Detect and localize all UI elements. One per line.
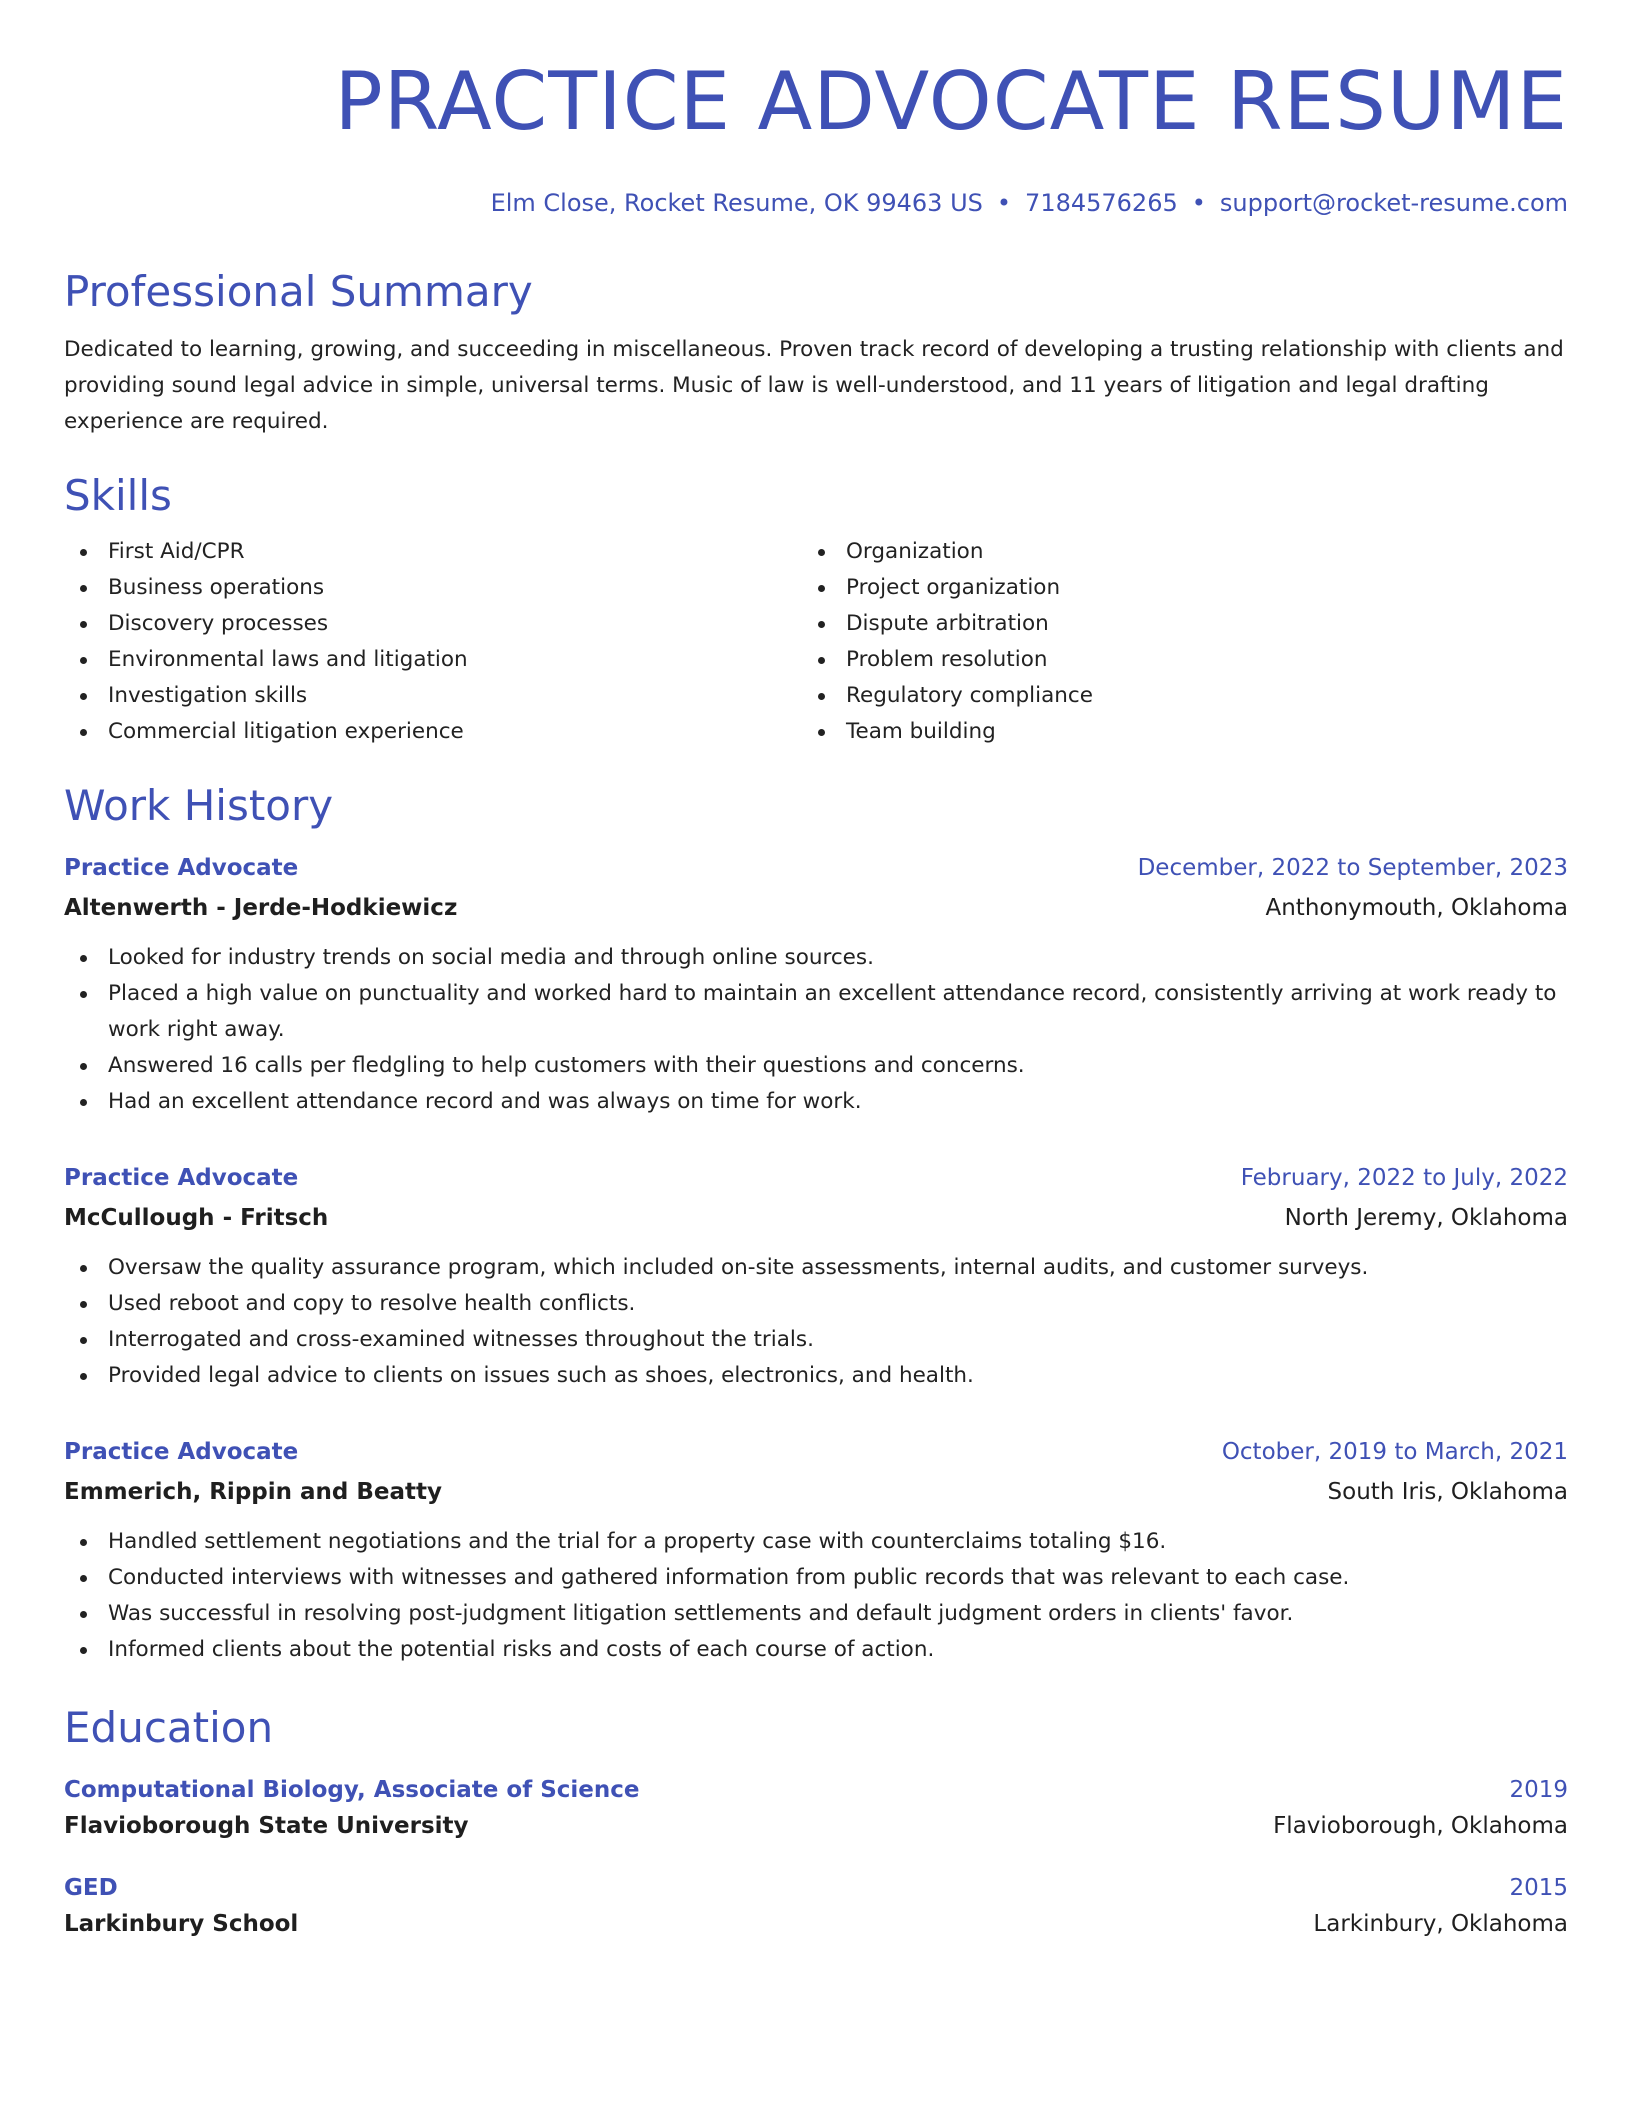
education-degree: GED <box>64 1875 118 1901</box>
job-location: Anthonymouth, Oklahoma <box>1265 895 1568 921</box>
contact-separator: • <box>1191 189 1206 217</box>
skills-list-left <box>64 534 802 750</box>
skill-item: Problem resolution <box>802 642 1540 678</box>
job-bullets <box>64 1250 1568 1394</box>
skill-item: Organization <box>802 534 1540 570</box>
job-header-row <box>64 852 1568 884</box>
job-title: Practice Advocate <box>64 855 299 881</box>
job-bullet: Oversaw the quality assurance program, which included on-site assessments, internal audits, and customer surveys. <box>64 1250 1568 1286</box>
job-bullet: Conducted interviews with witnesses and gathered information from public records that was relevant to each case. <box>64 1560 1568 1596</box>
job-entry <box>64 852 1568 1120</box>
skill-item: First Aid/CPR <box>64 534 802 570</box>
education-school-row <box>64 1806 1568 1842</box>
education-school: Larkinbury School <box>64 1911 299 1937</box>
education-degree: Computational Biology, Associate of Science <box>64 1777 640 1803</box>
skills-columns <box>64 534 1568 750</box>
section-title-summary: Professional Summary <box>64 267 533 316</box>
section-title-skills: Skills <box>64 471 172 520</box>
education-school-row <box>64 1904 1568 1940</box>
job-bullet: Handled settlement negotiations and the trial for a property case with counterclaims totaling $16. <box>64 1524 1568 1560</box>
skill-item: Dispute arbitration <box>802 606 1540 642</box>
work-history-section <box>64 780 1568 1668</box>
job-location: South Iris, Oklahoma <box>1327 1479 1568 1505</box>
job-bullet: Placed a high value on punctuality and worked hard to maintain an excellent attendance record, consistently arriving at work ready to work right away. <box>64 976 1568 1048</box>
skill-item: Environmental laws and litigation <box>64 642 802 678</box>
job-company: Altenwerth - Jerde-Hodkiewicz <box>64 895 458 921</box>
education-location: Flavioborough, Oklahoma <box>1273 1813 1568 1839</box>
skill-item: Investigation skills <box>64 678 802 714</box>
section-title-work-history: Work History <box>64 781 334 830</box>
job-bullet: Interrogated and cross-examined witnesses throughout the trials. <box>64 1322 1568 1358</box>
skills-list-right <box>802 534 1540 750</box>
job-dates: December, 2022 to September, 2023 <box>1137 855 1568 881</box>
education-entry <box>64 1774 1568 1842</box>
education-header-row <box>64 1774 1568 1806</box>
contact-line <box>64 188 1568 218</box>
job-bullet: Was successful in resolving post-judgment litigation settlements and default judgment orders in clients' favor. <box>64 1596 1568 1632</box>
education-entry <box>64 1872 1568 1940</box>
job-title: Practice Advocate <box>64 1165 299 1191</box>
education-location: Larkinbury, Oklahoma <box>1313 1911 1568 1937</box>
job-bullet: Informed clients about the potential risks and costs of each course of action. <box>64 1632 1568 1668</box>
job-company-row <box>64 1468 1568 1508</box>
job-location: North Jeremy, Oklahoma <box>1284 1205 1568 1231</box>
job-header-row <box>64 1162 1568 1194</box>
skills-section <box>64 470 1568 750</box>
education-section <box>64 1702 1568 1940</box>
job-dates: February, 2022 to July, 2022 <box>1240 1165 1568 1191</box>
skill-item: Commercial litigation experience <box>64 714 802 750</box>
skill-item: Team building <box>802 714 1540 750</box>
job-header-row <box>64 1436 1568 1468</box>
job-bullet: Looked for industry trends on social media and through online sources. <box>64 940 1568 976</box>
section-title-education: Education <box>64 1703 274 1752</box>
skill-item: Discovery processes <box>64 606 802 642</box>
job-company-row <box>64 884 1568 924</box>
skill-item: Project organization <box>802 570 1540 606</box>
education-header-row <box>64 1872 1568 1904</box>
skill-item: Business operations <box>64 570 802 606</box>
education-year: 2015 <box>1509 1875 1568 1901</box>
job-bullet: Had an excellent attendance record and was always on time for work. <box>64 1084 1568 1120</box>
education-year: 2019 <box>1509 1777 1568 1803</box>
summary-text: Dedicated to learning, growing, and succeeding in miscellaneous. Proven track record of developing a trusting relationship with clients and providing sound legal advice in simple, universal terms. Music of law is well-understood, and 11 years of litigation and legal drafting experience are required. <box>64 337 1564 434</box>
resume-title: PRACTICE ADVOCATE RESUME <box>334 55 1568 148</box>
contact-email[interactable]: support@rocket-resume.com <box>1219 189 1568 217</box>
skill-item: Regulatory compliance <box>802 678 1540 714</box>
contact-separator: • <box>996 189 1012 217</box>
job-company: Emmerich, Rippin and Beatty <box>64 1479 443 1505</box>
job-company: McCullough - Fritsch <box>64 1205 329 1231</box>
job-dates: October, 2019 to March, 2021 <box>1221 1439 1568 1465</box>
summary-section <box>64 266 1568 440</box>
education-school: Flavioborough State University <box>64 1813 469 1839</box>
contact-address: Elm Close, Rocket Resume, OK 99463 US <box>490 189 983 217</box>
job-bullet: Answered 16 calls per fledgling to help customers with their questions and concerns. <box>64 1048 1568 1084</box>
job-bullet: Used reboot and copy to resolve health conflicts. <box>64 1286 1568 1322</box>
job-entry <box>64 1162 1568 1394</box>
job-entry <box>64 1436 1568 1668</box>
job-bullet: Provided legal advice to clients on issues such as shoes, electronics, and health. <box>64 1358 1568 1394</box>
job-company-row <box>64 1194 1568 1234</box>
job-bullets <box>64 940 1568 1120</box>
job-bullets <box>64 1524 1568 1668</box>
contact-phone[interactable]: 7184576265 <box>1025 189 1178 217</box>
job-title: Practice Advocate <box>64 1439 299 1465</box>
